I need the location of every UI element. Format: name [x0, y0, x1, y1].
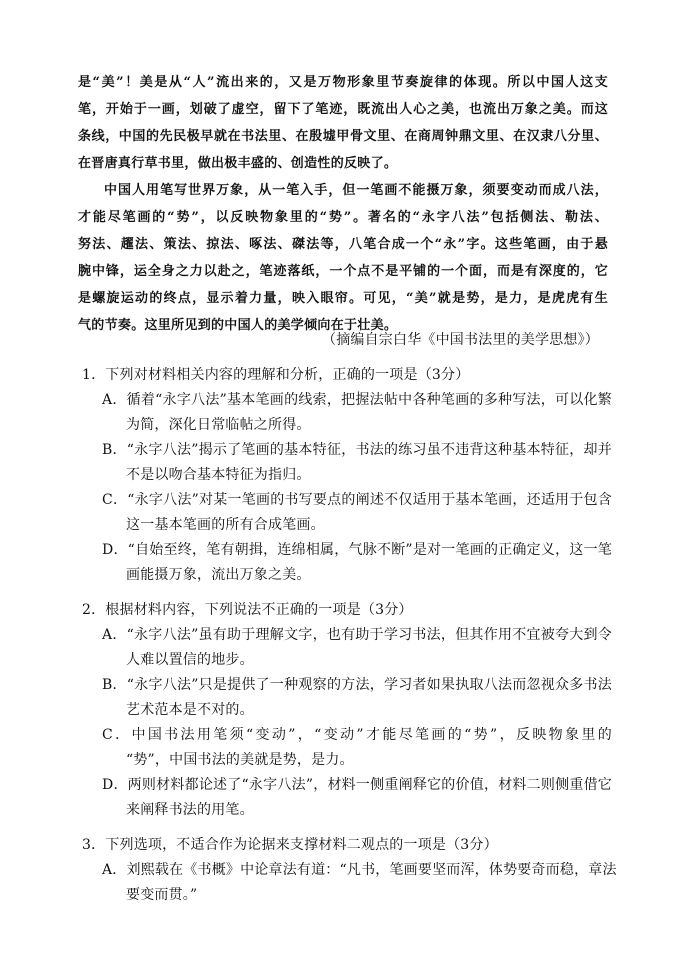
- passage-citation: （摘编自宗白华《中国书法里的美学思想》）: [322, 332, 599, 348]
- passage-line: 条线，中国的先民极早就在书法里、在殷墟甲骨文里、在商周钟鼎文里、在汉隶八分里、: [78, 129, 608, 144]
- question-option-cont: 要变而贯。”: [126, 887, 198, 903]
- question-option-cont: 为简，深化日常临帖之所得。: [126, 417, 311, 433]
- question-option: B．“永字八法”揭示了笔画的基本特征，书法的练习虽不违背这种基本特征，却并: [102, 442, 612, 458]
- question-option-cont: 不是以吻合基本特征为指归。: [126, 467, 311, 483]
- question-option: A．“永字八法”虽有助于理解文字，也有助于学习书法，但其作用不宜被夸大到令: [102, 627, 612, 643]
- passage-line: 努法、趯法、策法、掠法、啄法、磔法等，八笔合成一个“永”字。这些笔画，由于悬: [78, 237, 608, 252]
- question-option-cont: 人难以置信的地步。: [126, 652, 254, 668]
- passage-line: 气的节奏。这里所见到的中国人的美学倾向在于壮美。: [78, 318, 398, 333]
- question-option-cont: 画能摄万象，流出万象之美。: [126, 567, 311, 583]
- question-option: B．“永字八法”只是提供了一种观察的方法，学习者如果执取八法而忽视众多书法: [102, 677, 612, 693]
- passage-line: 才能尽笔画的“势”，以反映物象里的“势”。著名的“永字八法”包括侧法、勒法、: [78, 210, 608, 225]
- passage-line: 在晋唐真行草书里，做出极丰盛的、创造性的反映了。: [78, 156, 398, 171]
- question-option-cont: 艺术范本是不对的。: [126, 702, 254, 718]
- passage-line: 是螺旋运动的终点，显示着力量，映入眼帘。可见，“美”就是势，是力，是虎虎有生: [78, 291, 608, 306]
- question-stem: 2．根据材料内容，下列说法不正确的一项是（3分）: [82, 602, 413, 618]
- question-option: D．“自始至终，笔有朝揖，连绵相属，气脉不断”是对一笔画的正确定义，这一笔: [102, 542, 612, 558]
- question-option: A．刘熙载在《书概》中论章法有道：“凡书，笔画要坚而浑，体势要奇而稳，章法: [102, 862, 617, 878]
- question-option: D．两则材料都论述了“永字八法”，材料一侧重阐释它的价值，材料二则侧重借它: [102, 777, 612, 793]
- passage-line: 中国人用笔写世界万象，从一笔入手，但一笔画不能摄万象，须要变动而成八法，: [104, 183, 608, 198]
- question-option-cont: 这一基本笔画的所有合成笔画。: [126, 517, 325, 533]
- question-stem: 3．下列选项，不适合作为论据来支撑材料二观点的一项是（3分）: [82, 837, 498, 853]
- question-stem: 1．下列对材料相关内容的理解和分析，正确的一项是（3分）: [82, 367, 470, 383]
- question-option: A．循着“永字八法”基本笔画的线索，把握法帖中各种笔画的多种写法，可以化繁: [102, 392, 612, 408]
- passage-line: 笔，开始于一画，划破了虚空，留下了笔迹，既流出人心之美，也流出万象之美。而这: [78, 102, 608, 117]
- question-option-cont: 来阐释书法的用笔。: [126, 802, 254, 818]
- passage-line: 腕中锋，运全身之力以赴之，笔迹落纸，一个点不是平铺的一个面，而是有深度的，它: [78, 264, 608, 279]
- question-option: C．中国书法用笔须“变动”，“变动”才能尽笔画的“势”，反映物象里的: [102, 727, 612, 743]
- question-option-cont: “势”，中国书法的美就是势，是力。: [126, 752, 354, 768]
- passage-line: 是“美”！美是从“人”流出来的，又是万物形象里节奏旋律的体现。所以中国人这支: [78, 75, 608, 90]
- question-option: C．“永字八法”对某一笔画的书写要点的阐述不仅适用于基本笔画，还适用于包含: [102, 492, 612, 508]
